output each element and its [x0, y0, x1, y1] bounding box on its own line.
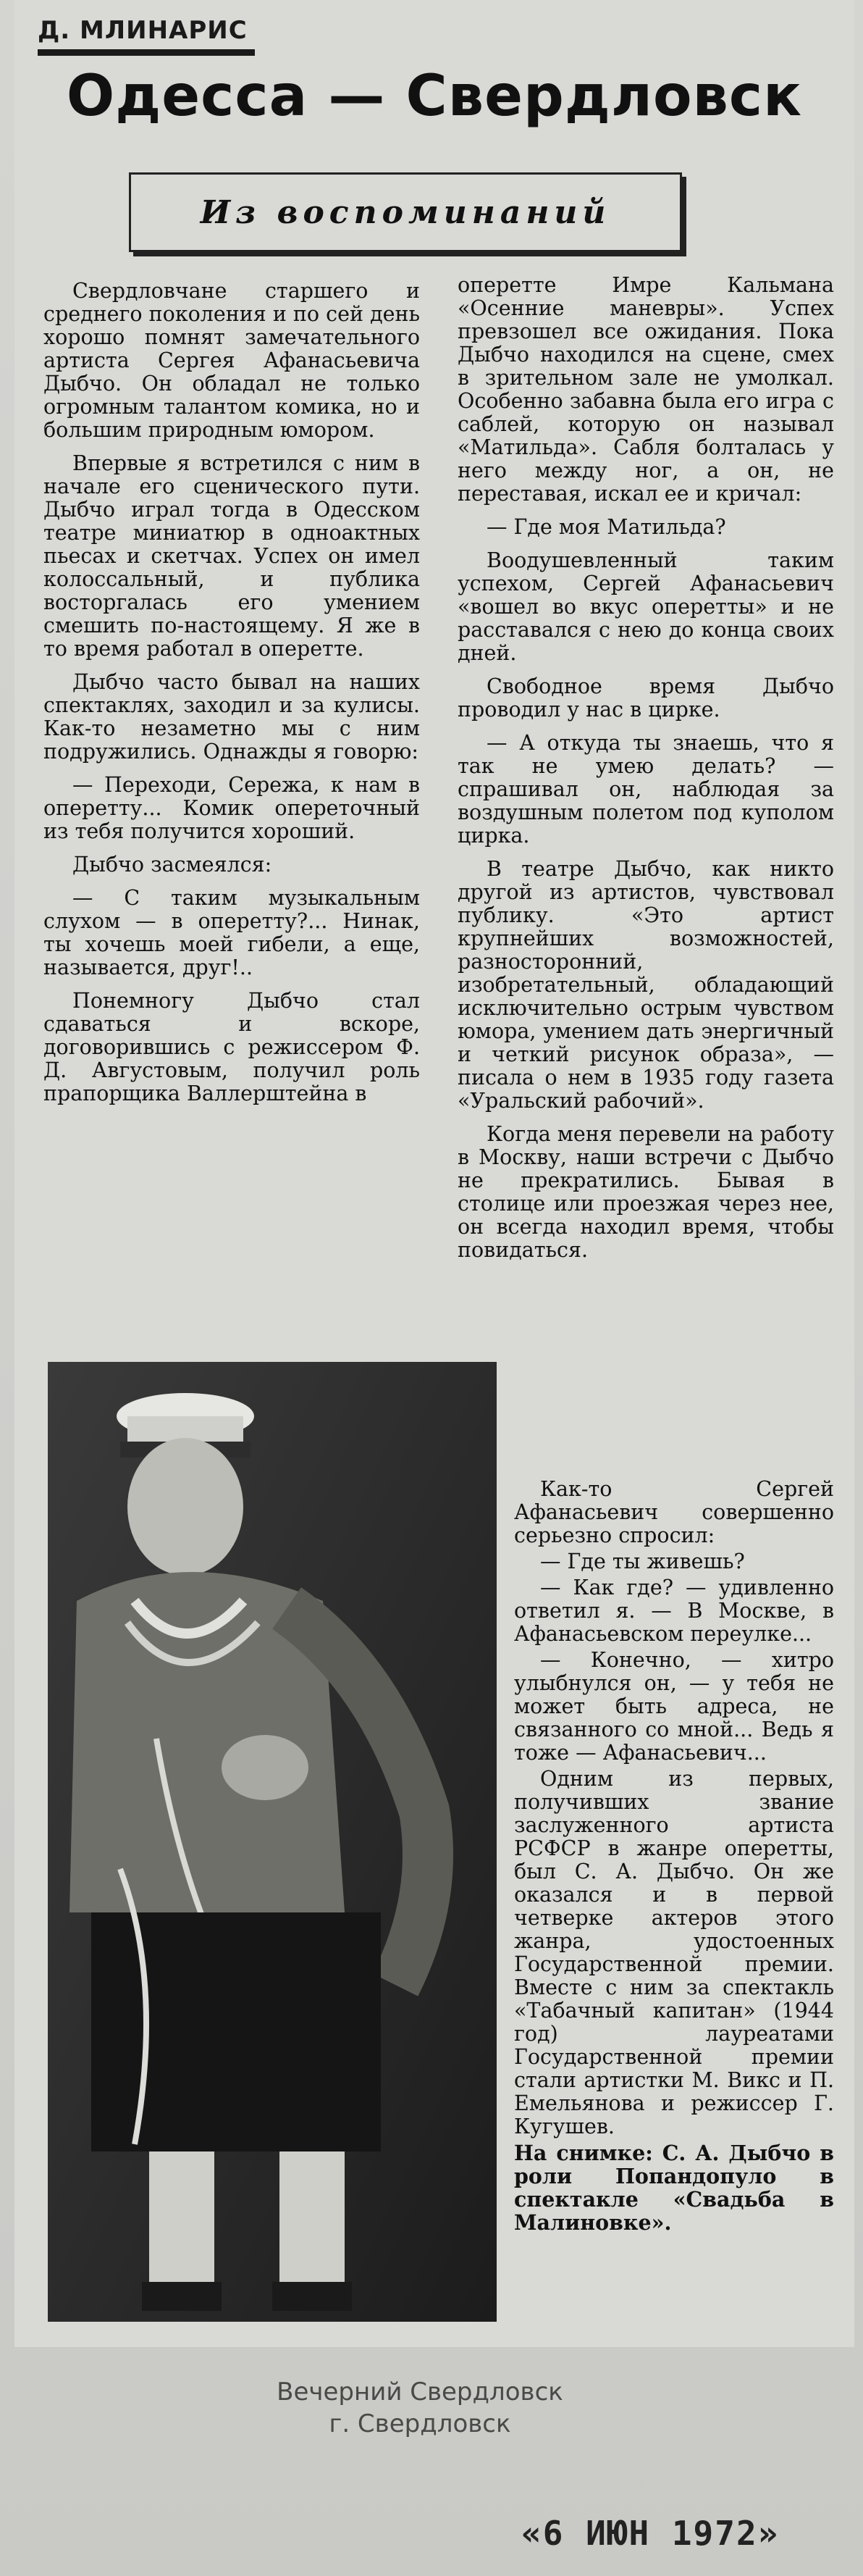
subtitle-box	[129, 172, 682, 252]
paragraph: — С таким музыкальным слухом — в оперетту?... Нинак, ты хочешь моей гибели, а еще, называется, друг!..	[43, 886, 420, 979]
date-stamp: «6 ИЮН 1972»	[521, 2514, 780, 2553]
actor-photo	[48, 1362, 497, 2322]
paragraph: — Конечно, — хитро улыбнулся он, — у тебя не может быть адреса, не связанного со мной... Ведь я тоже — Афанасьевич...	[514, 1648, 834, 1765]
paragraph: — Где моя Матильда?	[487, 515, 726, 539]
paragraph: — А откуда ты знаешь, что я так не умею делать? — спрашивал он, наблюдая за воздушным полетом под куполом цирка.	[458, 731, 834, 848]
paragraph: Одним из первых, получивших звание заслуженного артиста РСФСР в жанре оперетты, был С. А. Дыбчо. Он же оказался и в первой четверке актеров этого жанра, удостоенных Государственной премии. Вместе с ним за спектакль «Табачный капитан» (1944 год) лауреатами Государственной премии стали артистки М. Викс и П. Емельянова и режиссер Г. Кугушев.	[514, 1767, 834, 2138]
paragraph: оперетте Имре Кальмана «Осенние маневры». Успех превзошел все ожидания. Пока Дыбчо находился на сцене, смех в зрительном зале не умолкал. Особенно забавна была его игра с саблей, которую он называл «Матильда». Сабля болталась у него между ног, а он, не переставая, искал ее и кричал:	[458, 273, 834, 506]
paragraph: — Как где? — удивленно ответил я. — В Москве, в Афанасьевском переулке...	[514, 1576, 834, 1646]
paragraph: Понемногу Дыбчо стал сдаваться и вскоре, договорившись с режиссером Ф. Д. Августовым, получил роль прапорщика Валлерштейна в	[43, 989, 420, 1105]
paragraph: Свердловчане старшего и среднего поколения и по сей день хорошо помнят замечательного артиста Сергея Афанасьевича Дыбчо. Он обладал не только огромным талантом комика, но и большим природным юмором.	[43, 279, 420, 442]
stamp-newspaper-name: Вечерний Свердловск	[277, 2378, 563, 2406]
headline: Одесса — Свердловск	[66, 64, 803, 129]
newspaper-stamp	[217, 2376, 623, 2470]
paragraph: В театре Дыбчо, как никто другой из артистов, чувствовал публику. «Это артист крупнейших возможностей, разносторонний, изобретательный, обладающий исключительно острым чувством юмора, умением дать энергичный и четкий рисунок образа», — писала о нем в 1935 году газета «Уральский рабочий».	[458, 857, 834, 1113]
author-name: Д. МЛИНАРИС	[38, 16, 248, 45]
paragraph: Воодушевленный таким успехом, Сергей Афанасьевич «вошел во вкус оперетты» и не расставался с нею до конца своих дней.	[458, 548, 834, 665]
photo-caption: На снимке: С. А. Дыбчо в роли Попандопуло в спектакле «Свадьба в Малиновке».	[514, 2141, 834, 2235]
paragraph: Дыбчо засмеялся:	[72, 853, 272, 877]
subtitle: Из воспоминаний	[200, 193, 611, 231]
stamp-city: г. Свердловск	[329, 2409, 511, 2438]
author-rule	[38, 49, 255, 56]
actor-photo-image	[48, 1362, 497, 2322]
paragraph: Дыбчо часто бывал на наших спектаклях, заходил и за кулисы. Как-то незаметно мы с ним подружились. Однажды я говорю:	[43, 670, 420, 764]
author-byline	[38, 16, 255, 57]
article-column-narrow	[514, 1478, 834, 2237]
article-column-left	[43, 280, 420, 1116]
paragraph: Как-то Сергей Афанасьевич совершенно серьезно спросил:	[514, 1477, 834, 1547]
paragraph: — Переходи, Сережа, к нам в оперетту... Комик опереточный из тебя получится хороший.	[43, 773, 420, 843]
paragraph: Когда меня перевели на работу в Москву, наши встречи с Дыбчо не прекратились. Бывая в столице или проезжая через нее, он всегда находил время, чтобы повидаться.	[458, 1122, 834, 1262]
article-column-right	[458, 274, 834, 1272]
paragraph: — Где ты живешь?	[540, 1550, 745, 1573]
paragraph: Впервые я встретился с ним в начале его сценического пути. Дыбчо играл тогда в Одесском театре миниатюр в одноактных пьесах и скетчах. Успех он имел колоссальный, и публика восторгалась его умением смешить по-настоящему. Я же в то время работал в оперетте.	[43, 451, 420, 661]
paragraph: Свободное время Дыбчо проводил у нас в цирке.	[458, 674, 834, 722]
